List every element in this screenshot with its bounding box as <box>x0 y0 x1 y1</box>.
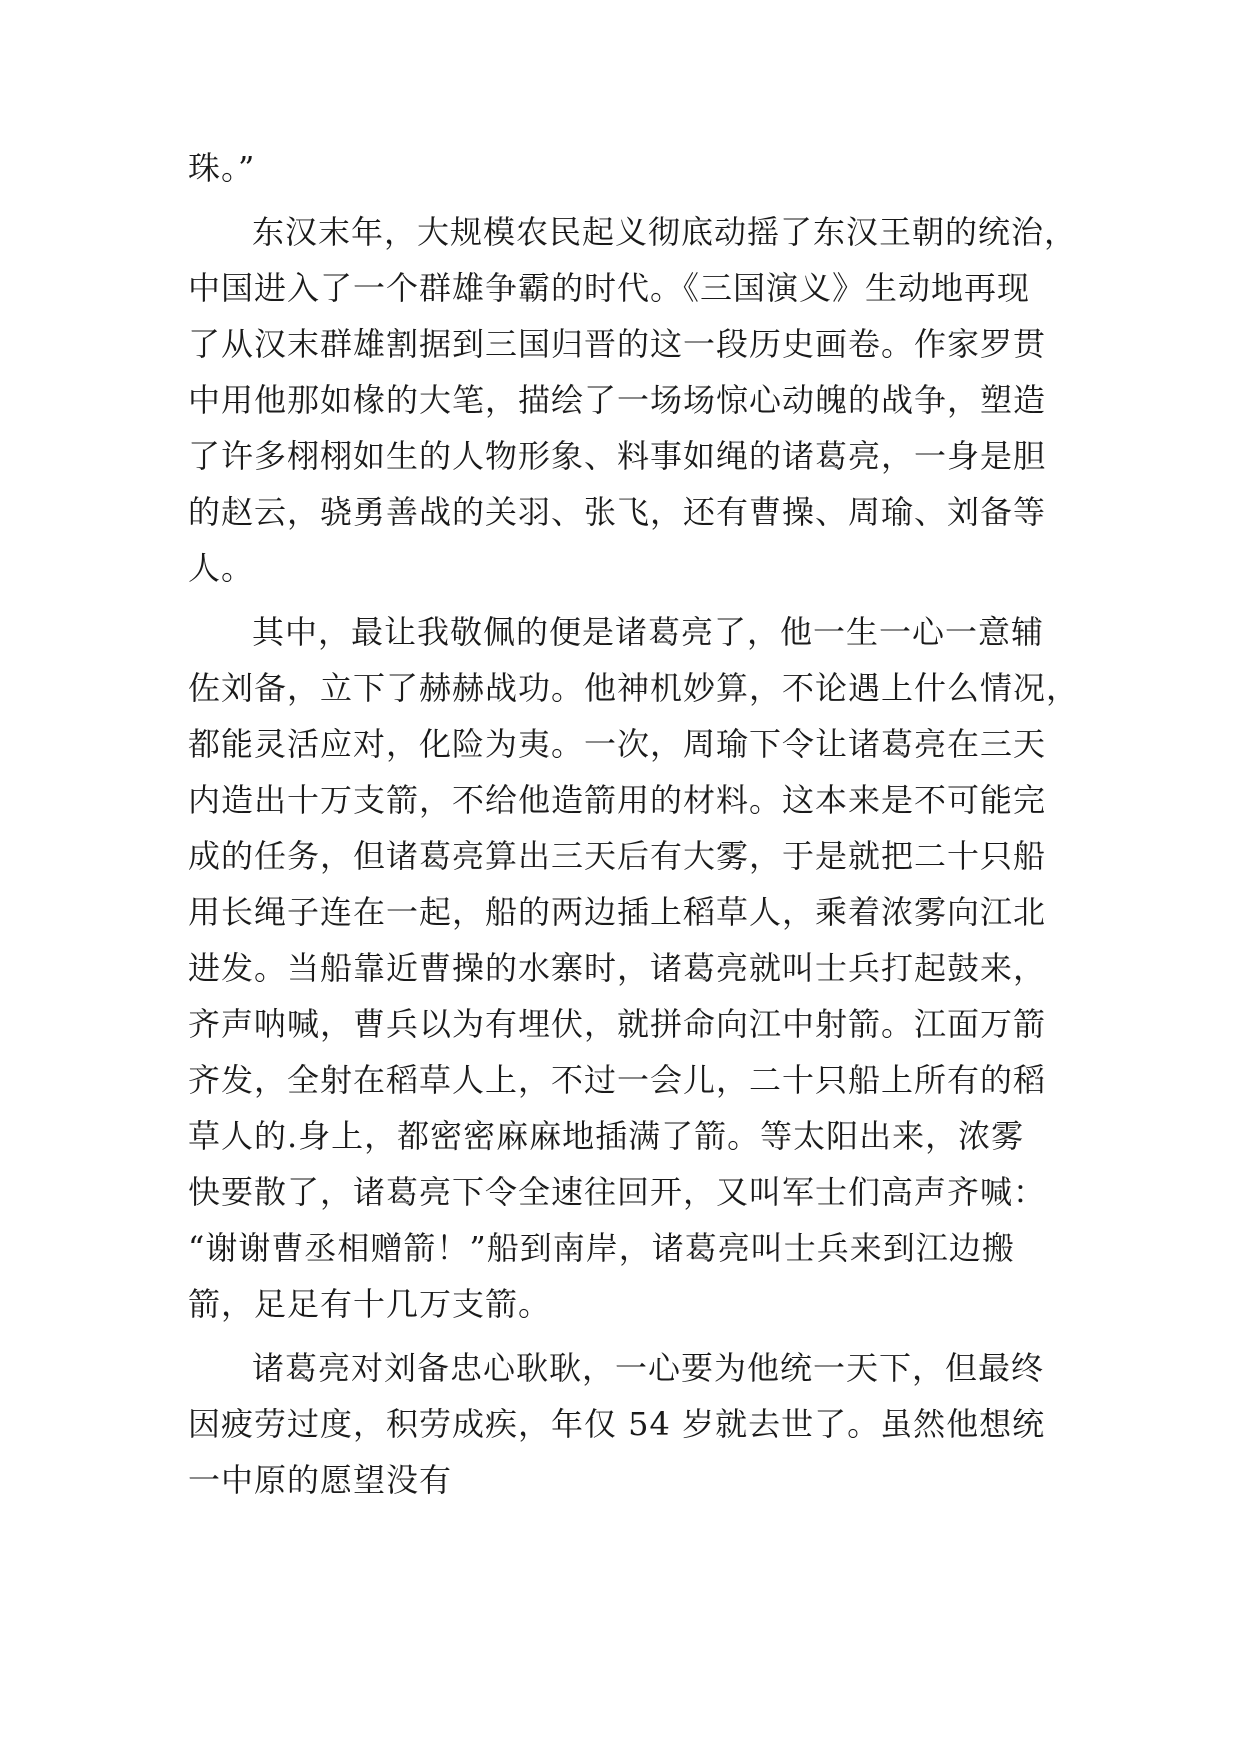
text-line: 都能灵活应对，化险为夷。一次，周瑜下令让诸葛亮在三天 <box>188 725 1047 763</box>
text-line: 内造出十万支箭，不给他造箭用的材料。这本来是不可能完 <box>188 781 1047 819</box>
text-line: 进发。当船靠近曹操的水寨时，诸葛亮就叫士兵打起鼓来， <box>188 949 1047 987</box>
document-body <box>188 140 1088 1508</box>
text-line: 一中原的愿望没有 <box>188 1461 453 1499</box>
text-line: 齐发，全射在稻草人上，不过一会儿，二十只船上所有的稻 <box>188 1061 1047 1099</box>
text-line: 的赵云，骁勇善战的关羽、张飞，还有曹操、周瑜、刘备等 <box>188 493 1047 531</box>
text-line: 中国进入了一个群雄争霸的时代。《三国演义》生动地再现 <box>188 269 1031 307</box>
text-line: 了许多栩栩如生的人物形象、料事如绳的诸葛亮，一身是胆 <box>188 437 1047 475</box>
text-line: 了从汉末群雄割据到三国归晋的这一段历史画卷。作家罗贯 <box>188 325 1047 363</box>
paragraph-first-line: 东汉末年，大规模农民起义彻底动摇了东汉王朝的统治， <box>252 213 1078 251</box>
text-line: 佐刘备，立下了赫赫战功。他神机妙算，不论遇上什么情况， <box>188 669 1080 707</box>
text-line: 齐声呐喊，曹兵以为有埋伏，就拼命向江中射箭。江面万箭 <box>188 1005 1047 1043</box>
text-line: 箭，足足有十几万支箭。 <box>188 1285 552 1323</box>
text-line: 用长绳子连在一起，船的两边插上稻草人，乘着浓雾向江北 <box>188 893 1047 931</box>
text-line: 因疲劳过度，积劳成疾，年仅 54 岁就去世了。虽然他想统 <box>188 1405 1046 1443</box>
text-line: 人。 <box>188 549 255 587</box>
text-line: 成的任务，但诸葛亮算出三天后有大雾，于是就把二十只船 <box>188 837 1047 875</box>
paragraph-first-line: 其中，最让我敬佩的便是诸葛亮了，他一生一心一意辅 <box>252 613 1045 651</box>
text-line: 珠。” <box>188 149 256 187</box>
text-line: 快要散了，诸葛亮下令全速往回开，又叫军士们高声齐喊： <box>188 1173 1047 1211</box>
text-line: 草人的.身上，都密密麻麻地插满了箭。等太阳出来，浓雾 <box>188 1117 1025 1155</box>
paragraph-first-line: 诸葛亮对刘备忠心耿耿，一心要为他统一天下，但最终 <box>252 1349 1045 1387</box>
text-line: “谢谢曹丞相赠箭！”船到南岸，诸葛亮叫士兵来到江边搬 <box>188 1229 1015 1267</box>
text-line: 中用他那如椽的大笔，描绘了一场场惊心动魄的战争，塑造 <box>188 381 1047 419</box>
